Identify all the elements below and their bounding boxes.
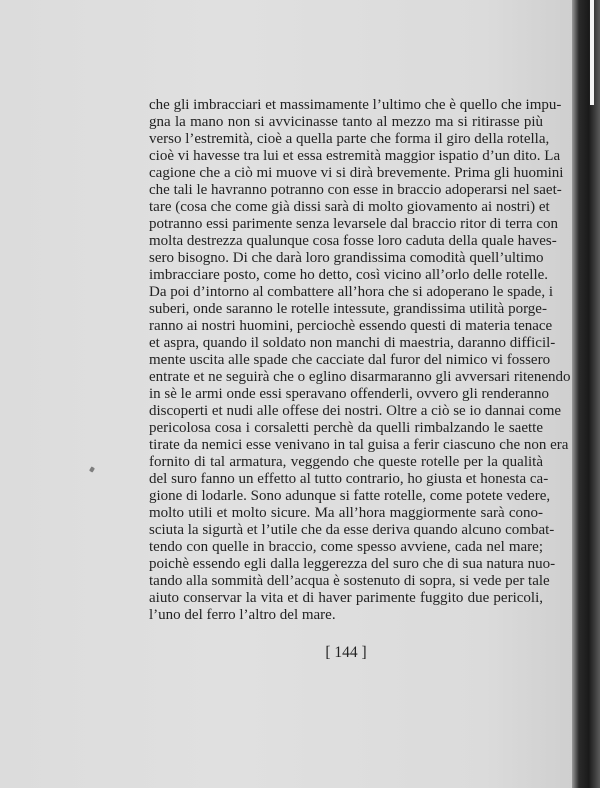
text-line: che tali le havranno potranno con esse in braccio adoperarsi nel saet- bbox=[149, 182, 562, 198]
body-text bbox=[149, 97, 571, 624]
text-line: sero bisogno. Di che darà loro grandissima comodità quell’ultimo bbox=[149, 250, 544, 266]
page-number: [ 144 ] bbox=[325, 644, 367, 661]
page-edge-highlight bbox=[590, 0, 594, 105]
text-line: tando alla sommità dell’acqua è sostenuto di sopra, si vede per tale bbox=[149, 573, 550, 589]
ink-speck bbox=[89, 466, 95, 472]
text-line: in sè le armi onde essi speravano offenderli, ovvero gli renderanno bbox=[149, 386, 550, 402]
text-line: molto utili et molto sicure. Ma all’hora maggiormente sarà cono- bbox=[149, 505, 543, 521]
text-line: imbracciare posto, come ho detto, così vicino all’orlo delle rotelle. bbox=[149, 267, 549, 283]
text-line: discoperti et nudi alle offese dei nostri. Oltre a ciò se io dannai come bbox=[149, 403, 562, 419]
text-line: pericolosa cosa i corsaletti perchè da quelli rimbalzando le saette bbox=[149, 420, 543, 436]
text-line: et aspra, quando il soldato non manchi di maestria, daranno difficil- bbox=[149, 335, 556, 351]
text-line: fornito di tal armatura, veggendo che queste rotelle per la qualità bbox=[149, 454, 543, 470]
text-line: che gli imbracciari et massimamente l’ultimo che è quello che impu- bbox=[149, 97, 562, 113]
text-line: suberi, onde saranno le rotelle intessute, grandissima utilità porge- bbox=[149, 301, 547, 317]
text-line: cagione che a ciò mi muove vi si dirà brevemente. Prima gli huomini bbox=[149, 165, 564, 181]
page-content bbox=[149, 97, 571, 662]
text-line: aiuto conservar la vita et di haver parimente fuggito due pericoli, bbox=[149, 590, 543, 606]
text-line: ranno ai nostri huomini, perciochè essendo questi di materia tenace bbox=[149, 318, 553, 334]
text-line: gna la mano non si avvicinasse tanto al mezzo ma si ritirasse più bbox=[149, 114, 543, 130]
text-line: gione di lodarle. Sono adunque si fatte rotelle, come potete vedere, bbox=[149, 488, 551, 504]
text-line: l’uno del ferro l’altro del mare. bbox=[149, 607, 336, 623]
text-line: mente uscita alle spade che cacciate dal furor del nimico vi fossero bbox=[149, 352, 551, 368]
text-line: entrate et ne seguirà che o eglino disarmaranno gli avversari ritenendo bbox=[149, 369, 571, 385]
text-line: tare (cosa che come già dissi sarà di molto giovamento ai nostri) et bbox=[149, 199, 550, 215]
text-line: sciuta la sigurtà et l’utile che da esse deriva quando alcuno combat- bbox=[149, 522, 555, 538]
text-line: cioè vi havesse tra lui et essa estremità maggior ispatio d’un dito. La bbox=[149, 148, 561, 164]
page-edge-shadow bbox=[572, 0, 600, 788]
text-line: potranno essi parimente senza levarsele dal braccio ritor di terra con bbox=[149, 216, 558, 232]
text-line: molta destrezza qualunque cosa fosse loro caduta della quale haves- bbox=[149, 233, 557, 249]
text-line: Da poi d’intorno al combattere all’hora che si adoperano le spade, i bbox=[149, 284, 554, 300]
text-line: del suro fanno un effetto al tutto contrario, ho giusta et honesta ca- bbox=[149, 471, 549, 487]
text-line: verso l’estremità, cioè a quella parte che forma il giro della rotella, bbox=[149, 131, 550, 147]
text-line: poichè essendo egli dalla leggerezza del suro che di sua natura nuo- bbox=[149, 556, 556, 572]
text-line: tirate da nemici esse venivano in tal guisa a ferir ciascuno che non era bbox=[149, 437, 569, 453]
text-line: tendo con quelle in braccio, come spesso avviene, cada nel mare; bbox=[149, 539, 543, 555]
